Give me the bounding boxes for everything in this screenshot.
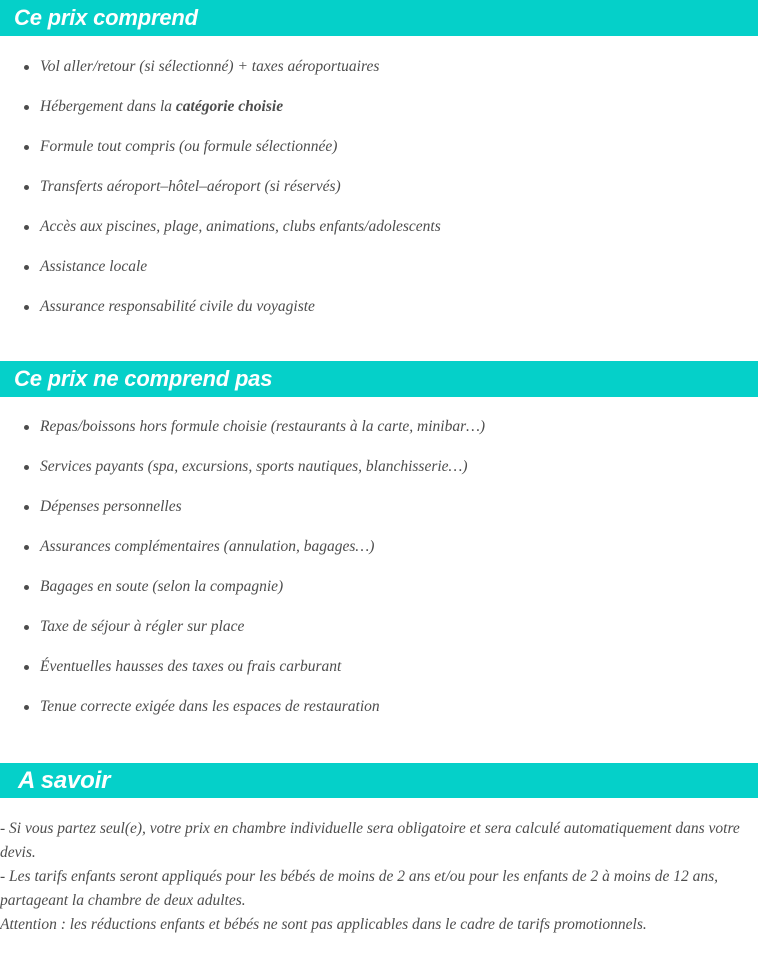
note-paragraph: - Si vous partez seul(e), votre prix en chambre individuelle sera obligatoire et sera calculé automatiquement dans votre devis. (0, 820, 740, 861)
note-paragraph: - Les tarifs enfants seront appliqués pour les bébés de moins de 2 ans et/ou pour les enfants de 2 à moins de 12 ans, partageant la chambre de deux adultes. (0, 868, 718, 909)
note-paragraph: Attention : les réductions enfants et bébés ne sont pas applicables dans le cadre de tarifs promotionnels. (0, 916, 647, 933)
list-item-label: Tenue correcte exigée dans les espaces de restauration (40, 698, 380, 715)
list-item (0, 298, 758, 316)
list-item-label: Transferts aéroport–hôtel–aéroport (si réservés) (40, 178, 341, 195)
bullet-icon (24, 505, 29, 510)
section-header-included (0, 0, 758, 36)
list-item (0, 418, 758, 436)
list-item-label: Bagages en soute (selon la compagnie) (40, 578, 284, 595)
bullet-icon (24, 305, 29, 310)
bullet-icon (24, 705, 29, 710)
list-item (0, 178, 758, 196)
list-item (0, 578, 758, 596)
bullet-icon (24, 65, 29, 70)
not-included-list (0, 397, 758, 716)
bullet-icon (24, 225, 29, 230)
list-item (0, 698, 758, 716)
list-item-label: Vol aller/retour (si sélectionné) + taxes aéroportuaires (40, 58, 380, 75)
list-item-label: Dépenses personnelles (40, 498, 182, 515)
included-list (0, 36, 758, 316)
bullet-icon (24, 265, 29, 270)
good-to-know-notes (0, 798, 758, 937)
bullet-icon (24, 585, 29, 590)
bullet-icon (24, 625, 29, 630)
list-item-label: Formule tout compris (ou formule sélectionnée) (40, 138, 338, 155)
section-spacer (0, 338, 758, 361)
list-item-label-emphasis: catégorie choisie (175, 98, 284, 115)
bullet-icon (24, 665, 29, 670)
list-item (0, 618, 758, 636)
list-item (0, 138, 758, 156)
list-item (0, 58, 758, 76)
list-item-label: Services payants (spa, excursions, sports nautiques, blanchisserie…) (40, 458, 468, 475)
bullet-icon (24, 545, 29, 550)
section-title-not-included: Ce prix ne comprend pas (14, 366, 273, 391)
bullet-icon (24, 185, 29, 190)
list-item-label: Repas/boissons hors formule choisie (restaurants à la carte, minibar…) (40, 418, 486, 435)
list-item-label: Assurances complémentaires (annulation, bagages…) (40, 538, 375, 555)
section-title-good-to-know: A savoir (18, 766, 111, 794)
list-item-label: Accès aux piscines, plage, animations, clubs enfants/adolescents (40, 218, 441, 235)
bullet-icon (24, 105, 29, 110)
bullet-icon (24, 425, 29, 430)
list-item (0, 98, 758, 116)
section-spacer (0, 738, 758, 763)
list-item (0, 218, 758, 236)
list-item (0, 458, 758, 476)
list-item-label: Éventuelles hausses des taxes ou frais carburant (40, 658, 342, 675)
section-title-included: Ce prix comprend (14, 5, 198, 30)
list-item (0, 538, 758, 556)
list-item (0, 258, 758, 276)
section-header-not-included (0, 361, 758, 397)
list-item (0, 498, 758, 516)
bullet-icon (24, 465, 29, 470)
bullet-icon (24, 145, 29, 150)
list-item (0, 658, 758, 676)
list-item-label: Assurance responsabilité civile du voyagiste (40, 298, 315, 315)
list-item-label: Hébergement dans la (40, 98, 176, 115)
list-item-label: Assistance locale (40, 258, 148, 275)
section-header-good-to-know (0, 763, 758, 798)
list-item-label: Taxe de séjour à régler sur place (40, 618, 245, 635)
